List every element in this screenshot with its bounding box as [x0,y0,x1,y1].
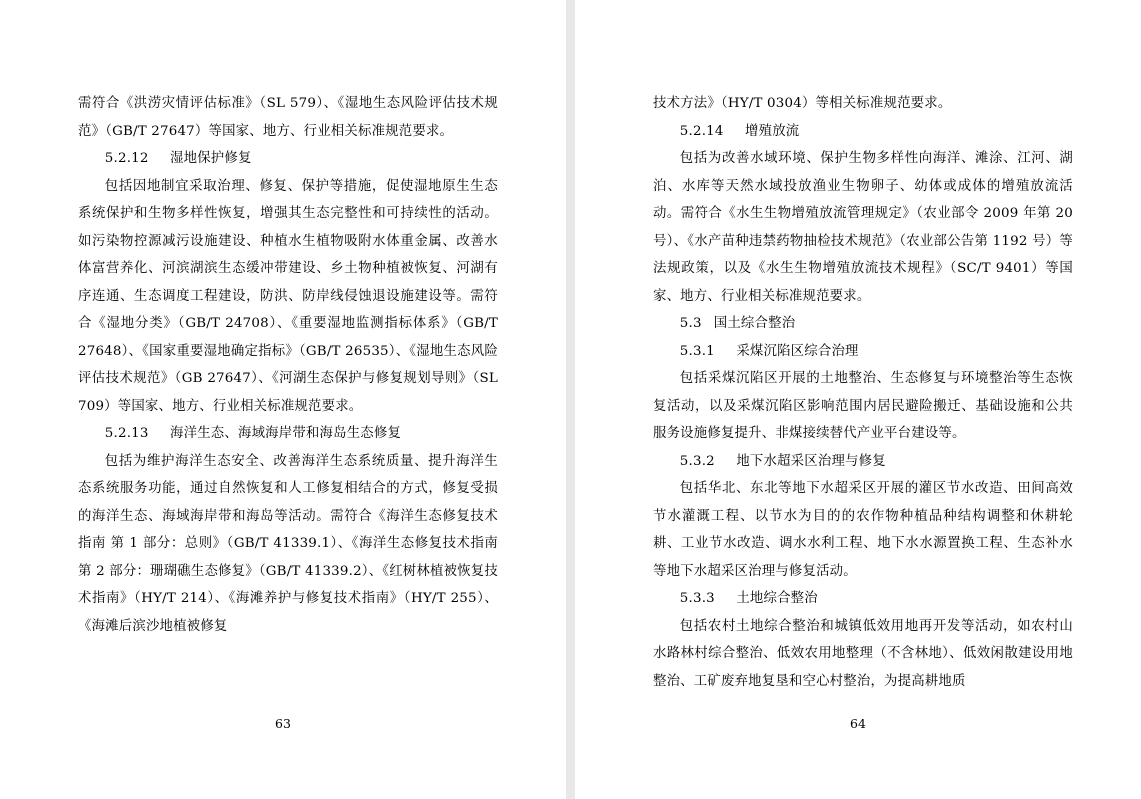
section-number: 5.2.14 [679,123,724,139]
page-number: 64 [850,716,866,731]
paragraph: 包括因地制宜采取治理、修复、保护等措施，促使湿地原生生态系统保护和生物多样性恢复，增强其生态完整性和可持续性的活动。如污染物控源减污设施建设、种植水生植物吸附水体重金属、改善水体富营养化、河滨湖滨生态缓冲带建设、乡土物种植被恢复、河湖有序连通、生态调度工程建设，防洪、防岸线侵蚀退设施建设等。需符合《湿地分类》（GB/T 24708）、《重要湿地监测指标体系》（GB/T 27648）、《国家重要湿地确定指标》（GB/T 26535）、《湿地生态风险评估技术规范》（GB 27647）、《河湖生态保护与修复规划导则》（SL 709）等国家、地方、行业相关标准规范要求。 [78,178,498,414]
document-page-right [575,0,1141,799]
page-content-left [78,90,498,709]
document-page-left [0,0,566,799]
section-heading [653,448,1073,476]
section-title: 湿地保护修复 [170,151,252,166]
section-heading [653,585,1073,613]
section-number: 5.3.1 [679,343,715,359]
section-number: 5.2.12 [104,151,149,166]
paragraph: 需符合《洪涝灾情评估标准》（SL 579）、《湿地生态风险评估技术规范》（GB/T 27647）等国家、地方、行业相关标准规范要求。 [78,96,498,139]
section-title: 海洋生态、海域海岸带和海岛生态修复 [170,426,402,441]
section-heading [78,145,498,173]
section-heading [653,310,1073,338]
paragraph: 技术方法》（HY/T 0304）等相关标准规范要求。 [653,96,952,111]
paragraph: 包括华北、东北等地下水超采区开展的灌区节水改造、田间高效节水灌溉工程、以节水为目的的农作物种植品种结构调整和休耕轮耕、工业节水改造、调水水利工程、地下水水源置换工程、生态补水等地下水超采区治理与修复活动。 [653,481,1073,579]
section-number: 5.2.13 [104,426,149,441]
section-number: 5.3.2 [679,453,715,469]
section-number: 5.3.3 [679,591,715,606]
section-title: 采煤沉陷区综合治理 [736,343,859,359]
section-title: 国土综合整治 [713,316,796,331]
section-title: 土地综合整治 [736,591,818,606]
section-title: 地下水超采区治理与修复 [736,453,886,469]
section-heading [653,338,1073,366]
page-content-right [653,90,1073,709]
paragraph: 包括农村土地综合整治和城镇低效用地再开发等活动，如农村山水路林村综合整治、低效农用地整理（不含林地）、低效闲散建设用地整治、工矿废弃地复垦和空心村整治，为提高耕地质 [653,618,1073,689]
paragraph: 包括为维护海洋生态安全、改善海洋生态系统质量、提升海洋生态系统服务功能，通过自然恢复和人工修复相结合的方式，修复受损的海洋生态、海域海岸带和海岛等活动。需符合《海洋生态修复技术指南 第 1 部分：总则》（GB/T 41339.1）、《海洋生态修复技术指南 第 2 部分：珊瑚礁生态修复》（GB/T 41339.2）、《红树林植被恢复技术指南》（HY/T 214）、《海滩养护与修复技术指南》（HY/T 255）、《海滩后滨沙地植被修复 [78,453,498,634]
section-heading [78,420,498,448]
page-number: 63 [275,716,291,731]
paragraph: 包括为改善水域环境、保护生物多样性向海洋、滩涂、江河、湖泊、水库等天然水域投放渔业生物卵子、幼体或成体的增殖放流活动。需符合《水生生物增殖放流管理规定》（农业部令 2009 年第 20 号）、《水产苗种违禁药物抽检技术规范》（农业部公告第 1192 号）等法规政策，以及《水生生物增殖放流技术规程》（SC/T 9401）等国家、地方、行业相关标准规范要求。 [653,151,1073,304]
section-title: 增殖放流 [745,123,800,139]
paragraph: 包括采煤沉陷区开展的土地整治、生态修复与环境整治等生态恢复活动，以及采煤沉陷区影响范围内居民避险搬迁、基础设施和公共服务设施修复提升、非煤接续替代产业平台建设等。 [653,371,1073,441]
section-number: 5.3 [679,316,702,331]
section-heading [653,118,1073,146]
